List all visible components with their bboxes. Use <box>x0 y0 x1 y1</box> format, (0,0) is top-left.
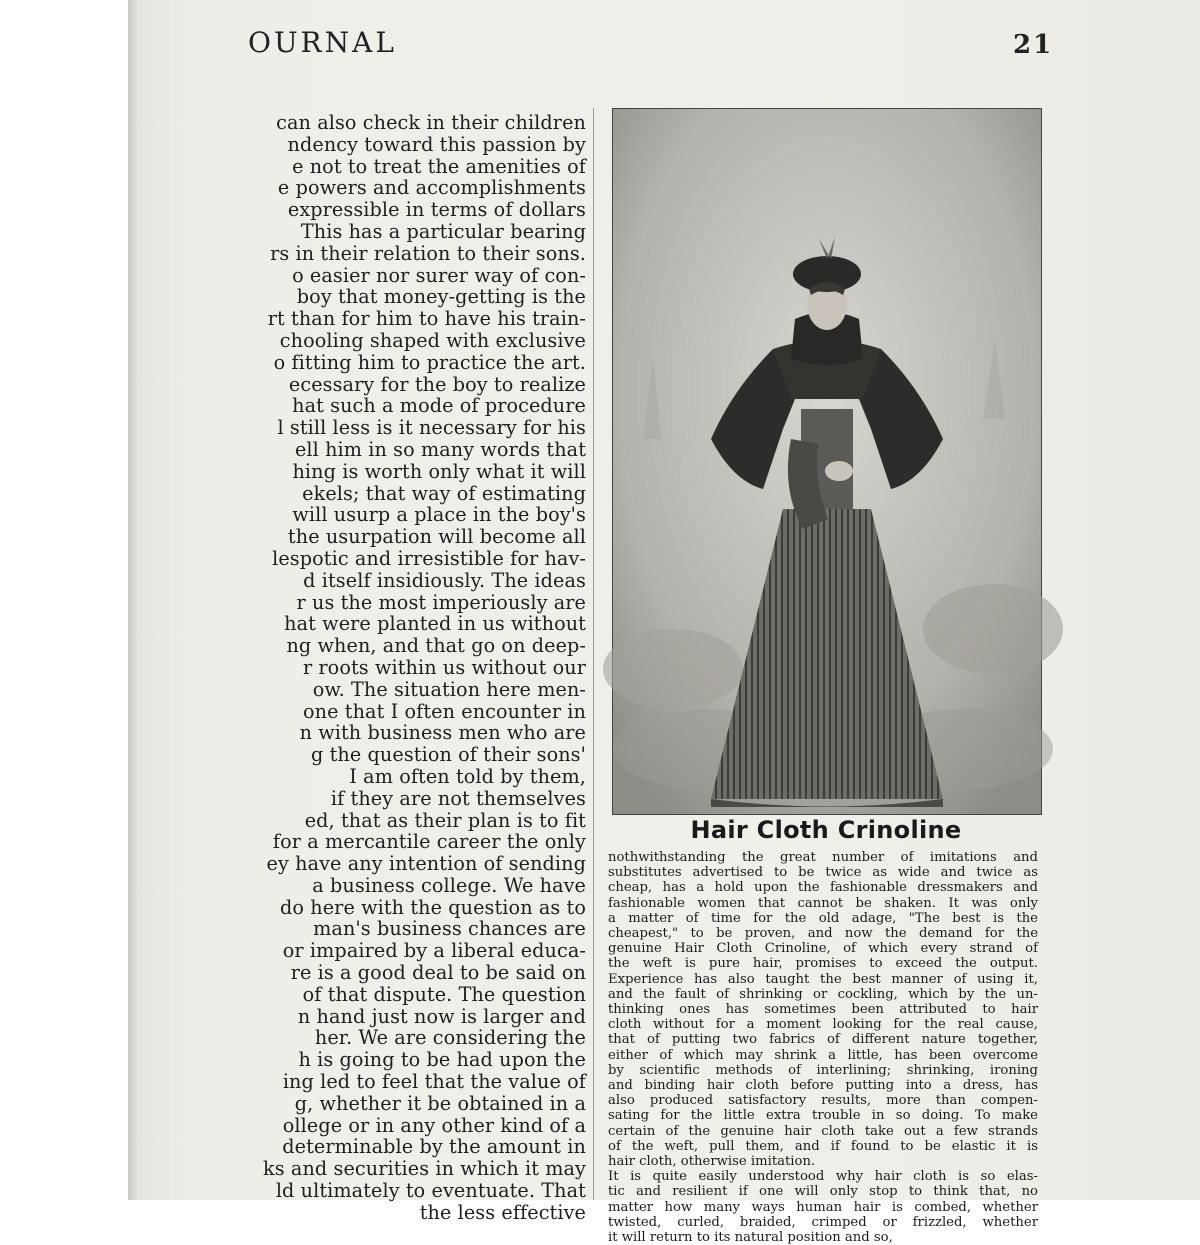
left-column-line: lespotic and irresistible for hav- <box>272 546 586 570</box>
left-column-line: of that dispute. The question <box>302 982 586 1006</box>
advert-text-line: and binding hair cloth before putting into a dress, has <box>608 1078 1038 1094</box>
left-column-line: a business college. We have <box>312 873 586 897</box>
advert-text-line: certain of the genuine hair cloth take out a few strands <box>608 1123 1038 1139</box>
left-column-line: ey have any intention of sending <box>266 852 586 876</box>
left-column-line: ell him in so many words that <box>294 437 586 461</box>
left-column-line: I am often told by them, <box>349 764 586 788</box>
woman-in-cape-illustration <box>613 109 1041 814</box>
running-head: OURNAL <box>248 26 397 59</box>
advert-text-line: that of putting two fabrics of different nature together, <box>608 1032 1038 1048</box>
advert-text-line: hair cloth, otherwise imitation. <box>608 1154 816 1170</box>
left-text-column <box>228 111 586 1224</box>
left-column-line: determinable by the amount in <box>282 1135 586 1159</box>
advert-text-line: cheap, has a hold upon the fashionable dressmakers and <box>608 880 1038 896</box>
journal-page <box>128 0 1200 1245</box>
left-column-line: one that I often encounter in <box>303 699 586 723</box>
left-column-line: do here with the question as to <box>280 895 586 919</box>
advert-text-line: and the fault of shrinking or cockling, which by the un- <box>608 986 1038 1002</box>
advert-text-line: matter how many ways human hair is combed, whether <box>608 1199 1038 1215</box>
advert-text-line: by scientific methods of interlining; shrinking, ironing <box>608 1062 1038 1078</box>
left-column-line: chooling shaped with exclusive <box>279 328 586 352</box>
left-column-line: ollege or in any other kind of a <box>282 1113 586 1137</box>
advert-text-line: a matter of time for the old adage, "The best is the <box>608 910 1038 926</box>
left-column-line: r roots within us without our <box>302 655 586 679</box>
left-column-line: h is going to be had upon the <box>298 1048 586 1072</box>
left-column-line: n with business men who are <box>299 721 586 745</box>
advert-text-line: tic and resilient if one will only stop to think that, no <box>608 1184 1038 1200</box>
left-column-line: hing is worth only what it will <box>292 459 586 483</box>
left-column-line: expressible in terms of dollars <box>287 198 586 222</box>
left-column-line: boy that money-getting is the <box>296 285 586 309</box>
left-column-line: r us the most imperiously are <box>296 590 586 614</box>
advert-text-line: thinking ones has sometimes been attributed to hair <box>608 1002 1038 1018</box>
left-column-line: d itself insidiously. The ideas <box>303 568 586 592</box>
advert-title: Hair Cloth Crinoline <box>690 816 962 844</box>
left-column-line: n hand just now is larger and <box>297 1004 586 1028</box>
left-column-line: for a mercantile career the only <box>272 830 586 854</box>
crinoline-advert-photo <box>612 108 1042 815</box>
left-column-line: This has a particular bearing <box>300 219 586 243</box>
advert-text-line: it will return to its natural position and so, <box>608 1230 893 1245</box>
left-column-line: re is a good deal to be said on <box>290 961 586 985</box>
left-column-line: ng when, and that go on deep- <box>286 634 586 658</box>
advert-text-line: Experience has also taught the best manner of using it, <box>608 971 1038 987</box>
advert-text-line: genuine Hair Cloth Crinoline, of which every strand of <box>608 941 1038 957</box>
left-column-line: ing led to feel that the value of <box>282 1070 586 1094</box>
advert-text-line: the weft is pure hair, promises to exceed the output. <box>608 956 1038 972</box>
left-column-line: ed, that as their plan is to fit <box>304 808 586 832</box>
left-column-line: rs in their relation to their sons. <box>270 241 586 265</box>
left-column-line: hat such a mode of procedure <box>292 394 586 418</box>
page-number: 21 <box>1013 30 1054 60</box>
left-column-line: ecessary for the boy to realize <box>288 372 586 396</box>
column-divider <box>593 108 594 1200</box>
left-column-line: e not to treat the amenities of <box>292 154 586 178</box>
left-column-line: ndency toward this passion by <box>287 132 586 156</box>
left-column-line: can also check in their children <box>276 111 586 134</box>
advert-text-line: twisted, curled, braided, crimped or frizzled, whether <box>608 1214 1038 1230</box>
left-column-line: o fitting him to practice the art. <box>273 350 586 374</box>
advert-text-line: fashionable women that cannot be shaken. It was only <box>608 895 1038 911</box>
left-column-line: ld ultimately to eventuate. That <box>275 1179 586 1203</box>
left-column-line: ow. The situation here men- <box>312 677 586 701</box>
left-column-line: the less effective <box>419 1200 586 1224</box>
advert-text-line: sating for the little extra trouble in so doing. To make <box>608 1108 1038 1124</box>
advert-text-line: either of which may shrink a little, has been overcome <box>608 1047 1038 1063</box>
left-column-line: if they are not themselves <box>330 786 586 810</box>
left-column-line: will usurp a place in the boy's <box>292 503 586 527</box>
advert-text-line: It is quite easily understood why hair cloth is so elas- <box>608 1169 1038 1185</box>
page-fold-shadow <box>128 0 138 1200</box>
left-column-line: the usurpation will become all <box>287 525 586 549</box>
left-column-line: g, whether it be obtained in a <box>294 1091 586 1115</box>
advert-text-line: also produced satisfactory results, more than compen- <box>608 1093 1038 1109</box>
left-column-line: or impaired by a liberal educa- <box>282 939 586 963</box>
left-column-line: ks and securities in which it may <box>263 1157 586 1181</box>
left-column-line: g the question of their sons' <box>311 743 586 767</box>
advert-text-line: cloth without for a moment looking for the real cause, <box>608 1017 1038 1033</box>
left-column-line: hat were planted in us without <box>284 612 586 636</box>
left-column-line: her. We are considering the <box>314 1026 586 1050</box>
advert-text-line: nothwithstanding the great number of imitations and <box>608 850 1038 865</box>
advert-body-text <box>608 850 1038 1245</box>
left-column-line: o easier nor surer way of con- <box>292 263 586 287</box>
advert-text-line: substitutes advertised to be twice as wide and twice as <box>608 865 1038 881</box>
advert-text-line: of the weft, pull them, and if found to be elastic it is <box>608 1138 1038 1154</box>
left-column-line: man's business chances are <box>313 917 586 941</box>
left-column-line: e powers and accomplishments <box>277 176 586 200</box>
left-column-line: rt than for him to have his train- <box>267 307 586 331</box>
advert-text-line: cheapest," to be proven, and now the demand for the <box>608 926 1038 942</box>
left-column-line: l still less is it necessary for his <box>277 416 586 440</box>
left-column-line: ekels; that way of estimating <box>302 481 586 505</box>
